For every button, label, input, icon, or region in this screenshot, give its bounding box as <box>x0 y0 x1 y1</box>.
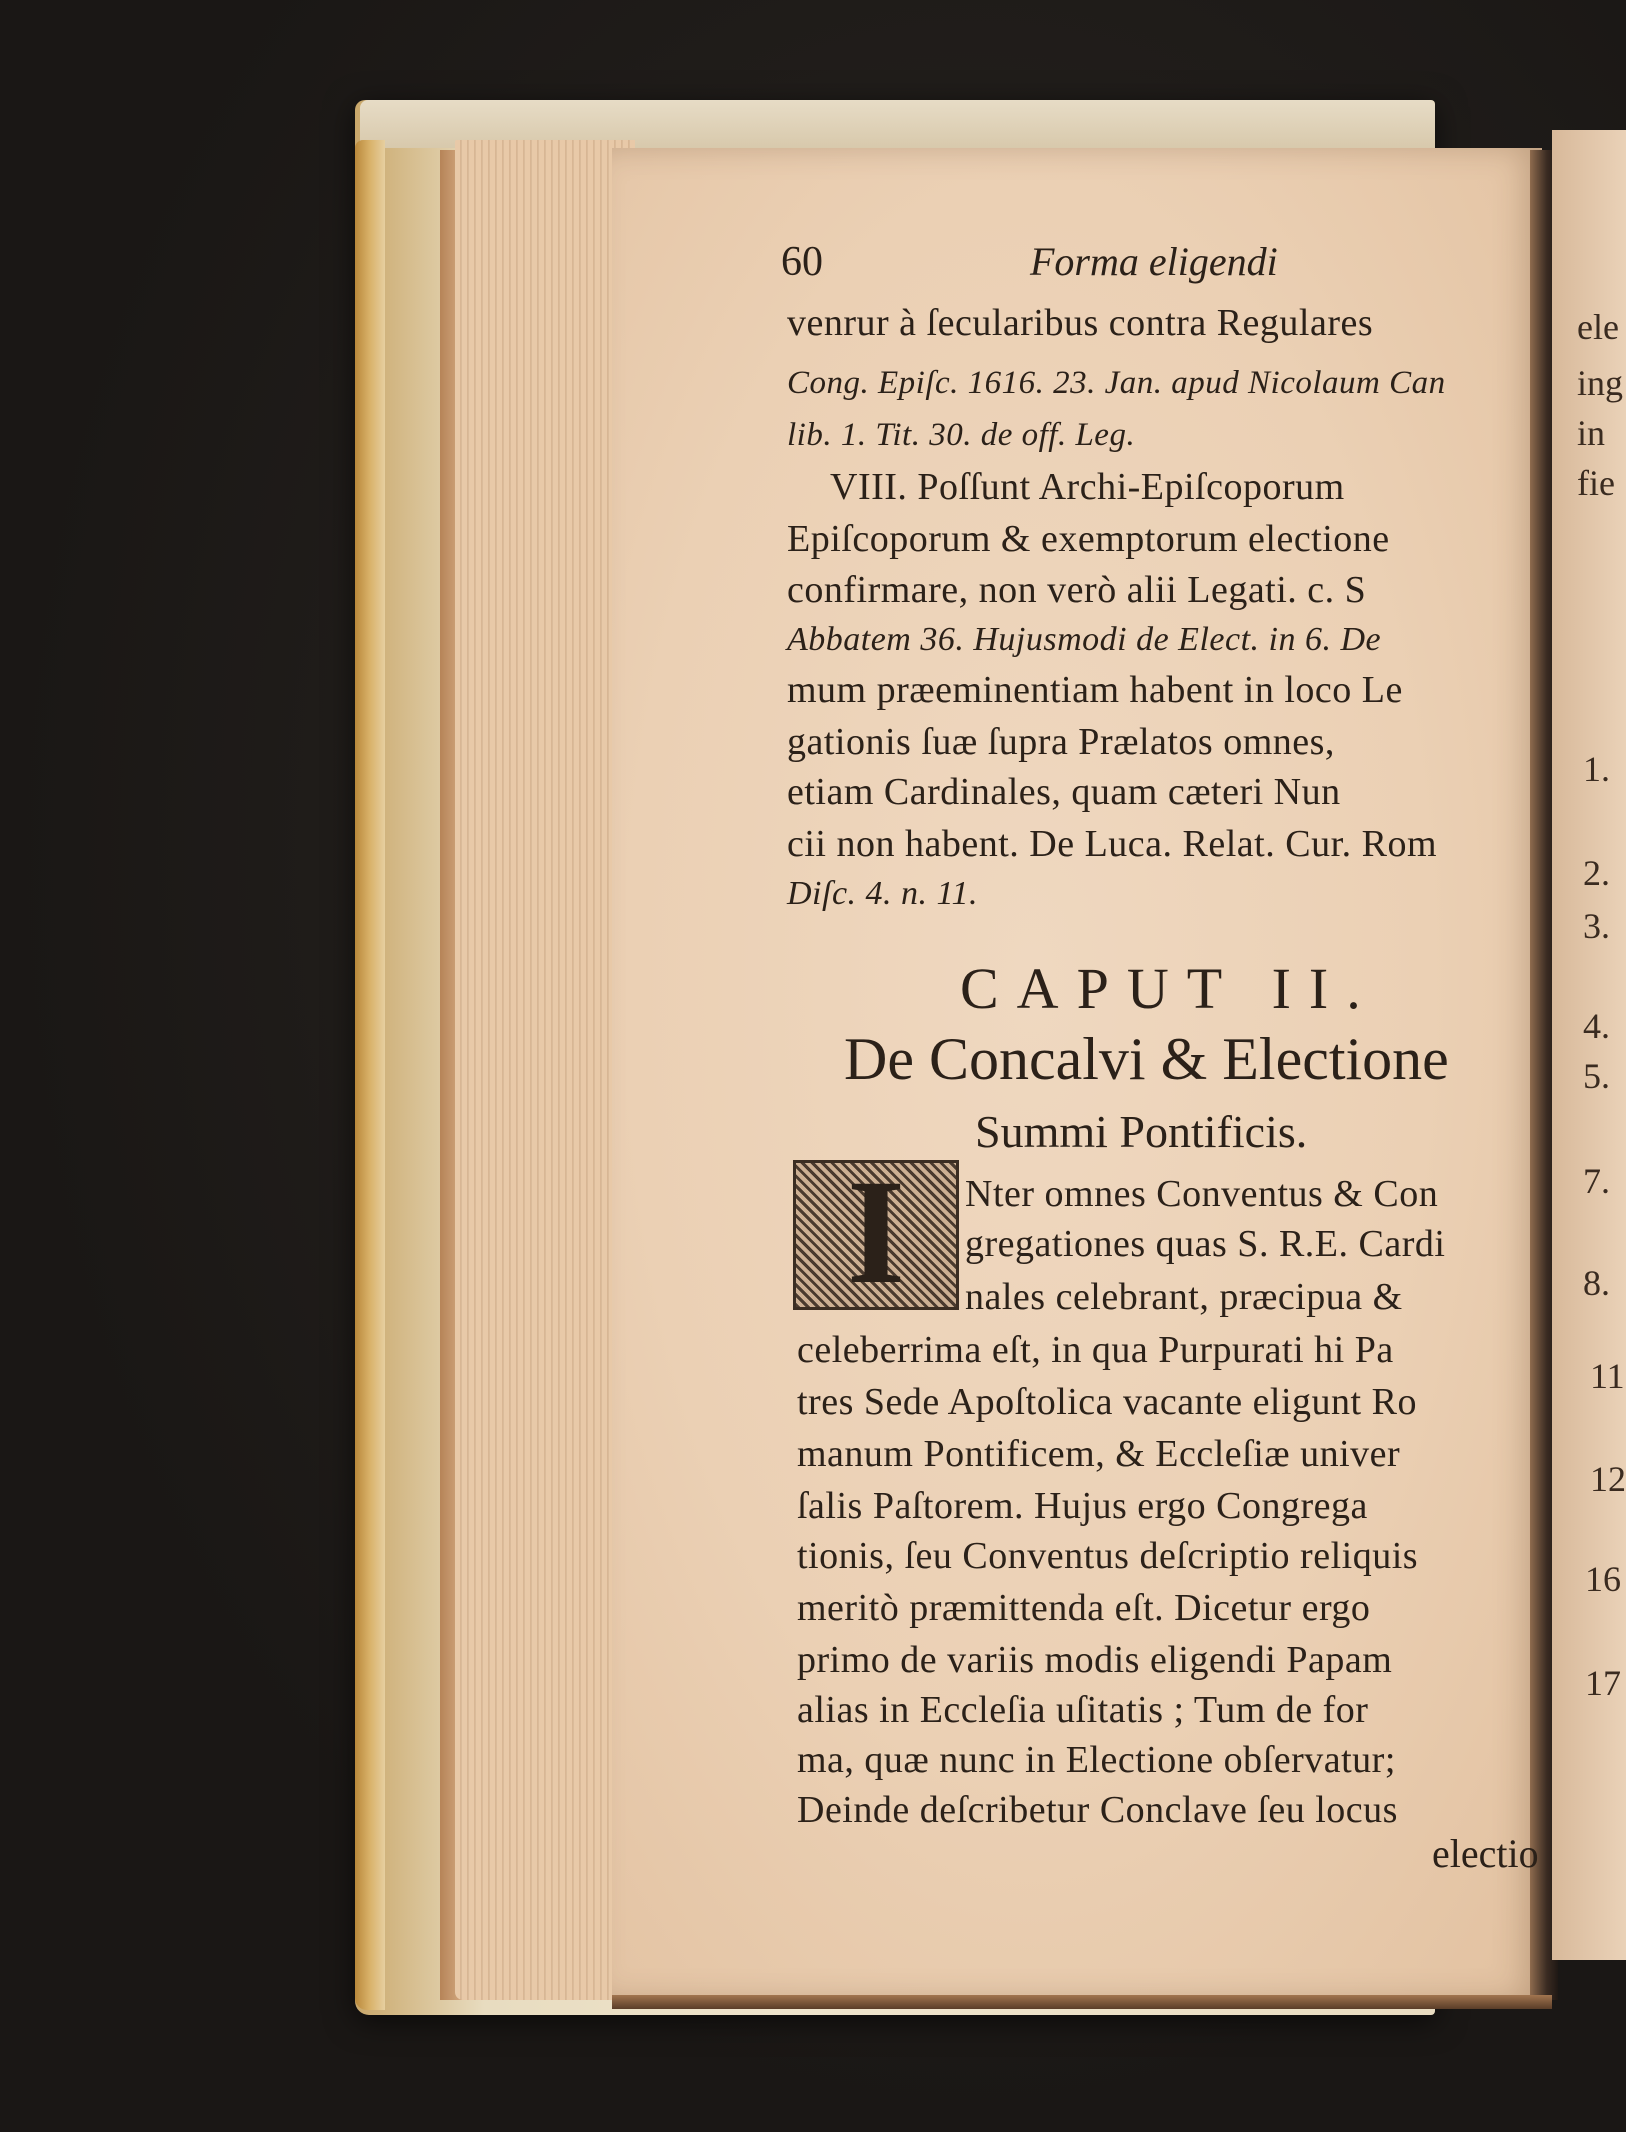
right-page-fragment: 11 <box>1590 1356 1625 1396</box>
text-line: Cong. Epiſc. 1616. 23. Jan. apud Nicolaum Can <box>787 365 1446 401</box>
text-line: Diſc. 4. n. 11. <box>787 875 979 912</box>
text-line: Deinde deſcribetur Conclave ſeu locus <box>797 1789 1398 1831</box>
text-line: confirmare, non verò alii Legati. c. S <box>787 569 1367 611</box>
text-line: primo de variis modis eligendi Papam <box>797 1639 1393 1681</box>
right-page-fragment: 2. <box>1583 853 1610 893</box>
right-page-fragment: 17 <box>1585 1663 1621 1703</box>
chapter-heading: CAPUT II. <box>960 956 1379 1021</box>
right-page-fragment: 7. <box>1583 1161 1610 1201</box>
text-line: lib. 1. Tit. 30. de off. Leg. <box>787 417 1136 453</box>
chapter-title: De Concalvi & Electione <box>844 1026 1449 1092</box>
text-line: gationis ſuæ ſupra Prælatos omnes, <box>787 721 1335 763</box>
text-line: meritò præmittenda eſt. Dicetur ergo <box>797 1587 1371 1629</box>
text-line: mum præeminentiam habent in loco Le <box>787 669 1403 711</box>
page-number: 60 <box>781 239 823 285</box>
right-page-fragment: fie <box>1577 463 1615 503</box>
right-page-fragment: 5. <box>1583 1056 1610 1096</box>
right-page-fragment: in <box>1577 413 1606 453</box>
right-page-fragment: ele <box>1577 307 1619 347</box>
decorated-initial <box>793 1149 959 1315</box>
text-line: Nter omnes Conventus & Con <box>965 1173 1439 1215</box>
text-line: VIII. Poſſunt Archi-Epiſcoporum <box>830 466 1345 508</box>
text-line: manum Pontificem, & Eccleſiæ univer <box>797 1433 1401 1475</box>
text-line: tionis, ſeu Conventus deſcriptio reliquis <box>797 1535 1419 1577</box>
right-page-fragment: 3. <box>1583 906 1610 946</box>
right-page-fragment: 1. <box>1583 749 1610 789</box>
text-line: cii non habent. De Luca. Relat. Cur. Rom <box>787 823 1438 865</box>
text-line: ſalis Paſtorem. Hujus ergo Congrega <box>797 1485 1368 1527</box>
text-line: alias in Eccleſia uſitatis ; Tum de for <box>797 1689 1369 1731</box>
text-line: etiam Cardinales, quam cæteri Nun <box>787 771 1341 813</box>
text-line: Epiſcoporum & exemptorum electione <box>787 518 1390 560</box>
text-line: venrur à ſecularibus contra Regulares <box>787 302 1374 344</box>
catchword: electio <box>1432 1831 1539 1876</box>
running-head: Forma eligendi <box>1030 239 1278 284</box>
right-page-fragment: 4. <box>1583 1006 1610 1046</box>
right-page-fragment: 12 <box>1590 1459 1626 1499</box>
right-page-fragment: ing <box>1577 363 1624 403</box>
text-line: nales celebrant, præcipua & <box>965 1276 1403 1318</box>
text-line: Abbatem 36. Hujusmodi de Elect. in 6. De <box>787 621 1382 658</box>
text-line: tres Sede Apoſtolica vacante eligunt Ro <box>797 1381 1417 1423</box>
text-line: gregationes quas S. R.E. Cardi <box>965 1223 1446 1265</box>
right-page-fragment: 16 <box>1585 1559 1621 1599</box>
text-line: celeberrima eſt, in qua Purpurati hi Pa <box>797 1329 1394 1371</box>
right-page-fragment: 8. <box>1583 1263 1610 1303</box>
initial-letter: I <box>846 1149 906 1315</box>
chapter-subtitle: Summi Pontificis. <box>975 1106 1308 1157</box>
text-line: ma, quæ nunc in Electione obſervatur; <box>797 1739 1396 1781</box>
